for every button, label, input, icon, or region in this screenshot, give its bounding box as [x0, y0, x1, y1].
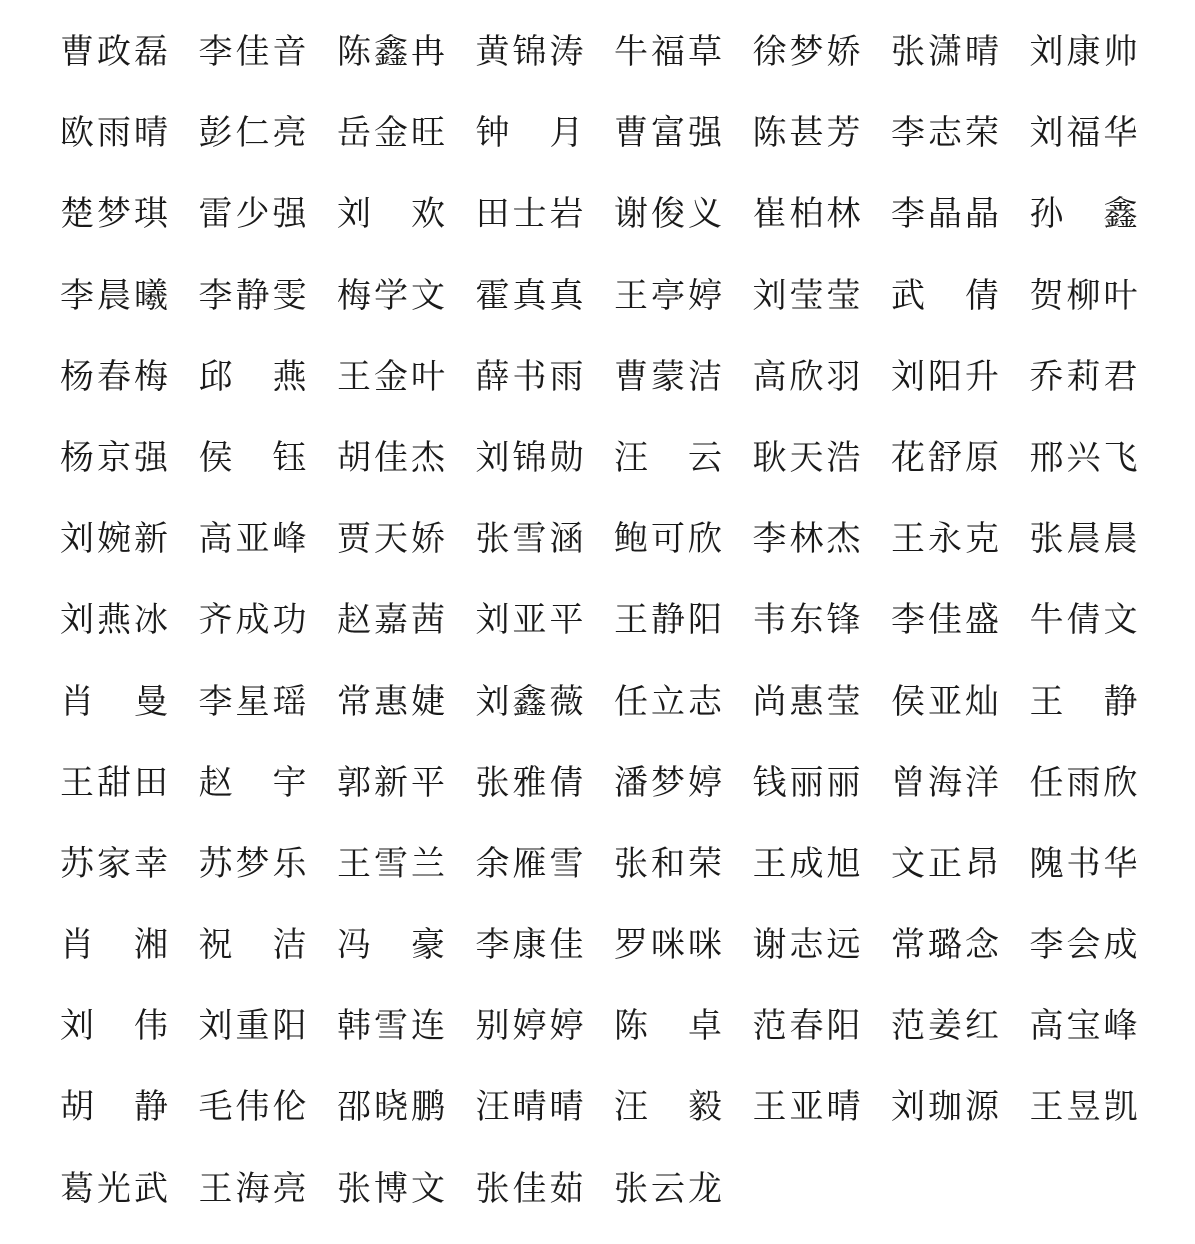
name-text: 乔 莉 君 — [1029, 356, 1138, 397]
name-entry — [199, 270, 307, 322]
name-entry — [476, 838, 584, 890]
name-entry — [337, 1081, 445, 1133]
name-text: 曹 富 强 — [614, 113, 722, 154]
name-entry — [614, 676, 722, 728]
name-text: 尚 惠 莹 — [752, 681, 861, 722]
name-text: 胡 佳 杰 — [337, 437, 445, 478]
name-text: 霍 真 真 — [475, 275, 584, 316]
name-entry — [891, 270, 999, 322]
name-entry — [891, 432, 999, 484]
name-text: 张 云 龙 — [614, 1168, 722, 1209]
name-text: 孙 鑫 — [1029, 194, 1138, 235]
name-entry — [614, 1000, 722, 1052]
name-text: 任 雨 欣 — [1029, 762, 1138, 803]
name-text: 韦 东 锋 — [752, 600, 861, 641]
name-text: 耿 天 浩 — [752, 437, 861, 478]
name-text: 文 正 昂 — [891, 843, 999, 884]
name-entry — [199, 351, 307, 403]
name-text: 李 星 瑶 — [198, 681, 307, 722]
name-entry — [614, 26, 722, 78]
name-text: 彭 仁 亮 — [198, 113, 307, 154]
name-entry — [199, 838, 307, 890]
name-text: 汪 毅 — [614, 1087, 722, 1128]
name-text: 李 晨 曦 — [60, 275, 168, 316]
name-entry — [60, 757, 168, 809]
name-text: 王 静 阳 — [614, 600, 722, 641]
name-text: 汪 云 — [614, 437, 722, 478]
name-text: 王 成 旭 — [752, 843, 861, 884]
name-text: 高 宝 峰 — [1029, 1006, 1138, 1047]
name-text: 刘 婉 新 — [60, 519, 168, 560]
name-entry — [476, 188, 584, 240]
name-text: 牛 福 草 — [614, 32, 722, 72]
name-entry — [753, 676, 861, 728]
name-entry — [1030, 432, 1138, 484]
name-entry — [476, 757, 584, 809]
name-text: 张 佳 茹 — [475, 1168, 584, 1209]
name-entry — [753, 838, 861, 890]
name-entry — [753, 26, 861, 78]
name-text: 葛 光 武 — [60, 1168, 168, 1209]
name-entry — [614, 1081, 722, 1133]
name-entry — [60, 188, 168, 240]
name-entry — [1030, 351, 1138, 403]
name-entry — [337, 188, 445, 240]
name-text: 罗 咪 咪 — [614, 925, 722, 966]
name-entry — [337, 270, 445, 322]
name-entry — [199, 107, 307, 159]
name-text: 刘 锦 勋 — [475, 437, 584, 478]
name-text: 苏 梦 乐 — [198, 843, 307, 884]
name-text: 范 春 阳 — [752, 1006, 861, 1047]
name-entry — [753, 594, 861, 646]
name-text: 侯 亚 灿 — [891, 681, 999, 722]
name-entry — [476, 594, 584, 646]
name-text: 武 倩 — [891, 275, 999, 316]
name-entry — [753, 1081, 861, 1133]
name-text: 岳 金 旺 — [337, 113, 445, 154]
name-entry — [1030, 1000, 1138, 1052]
name-entry — [60, 432, 168, 484]
name-entry — [614, 1163, 722, 1215]
name-text: 刘 重 阳 — [198, 1006, 307, 1047]
name-text: 刘 莹 莹 — [752, 275, 861, 316]
name-entry — [60, 676, 168, 728]
name-entry — [891, 26, 999, 78]
name-text: 欧 雨 晴 — [60, 113, 168, 154]
name-entry — [337, 676, 445, 728]
name-entry — [199, 432, 307, 484]
name-text: 曹 蒙 洁 — [614, 356, 722, 397]
name-entry — [1030, 107, 1138, 159]
name-entry — [1030, 919, 1138, 971]
name-entry — [60, 513, 168, 565]
name-entry — [614, 432, 722, 484]
name-entry — [337, 594, 445, 646]
name-entry — [753, 270, 861, 322]
name-entry — [614, 107, 722, 159]
name-list — [60, 26, 1140, 1244]
name-text: 肖 湘 — [60, 925, 168, 966]
name-entry — [1030, 676, 1138, 728]
name-text: 李 静 雯 — [198, 275, 307, 316]
name-entry — [337, 26, 445, 78]
name-entry — [199, 188, 307, 240]
name-entry — [614, 270, 722, 322]
name-entry — [337, 432, 445, 484]
name-text: 刘 康 帅 — [1029, 32, 1138, 72]
name-text: 齐 成 功 — [198, 600, 307, 641]
name-entry — [1030, 594, 1138, 646]
name-entry — [614, 513, 722, 565]
name-entry — [753, 432, 861, 484]
name-text: 刘 阳 升 — [891, 356, 999, 397]
name-text: 刘 福 华 — [1029, 113, 1138, 154]
name-text: 高 欣 羽 — [752, 356, 861, 397]
name-text: 刘 欢 — [337, 194, 445, 235]
name-entry — [337, 107, 445, 159]
name-entry — [614, 919, 722, 971]
name-text: 田 士 岩 — [475, 194, 584, 235]
name-text: 苏 家 幸 — [60, 843, 168, 884]
name-entry — [337, 919, 445, 971]
name-entry — [891, 919, 999, 971]
name-text: 杨 春 梅 — [60, 356, 168, 397]
name-text: 刘 燕 冰 — [60, 600, 168, 641]
name-text: 赵 嘉 茜 — [337, 600, 445, 641]
name-entry — [891, 513, 999, 565]
name-text: 张 和 荣 — [614, 843, 722, 884]
name-text: 赵 宇 — [198, 762, 307, 803]
name-text: 王 亭 婷 — [614, 275, 722, 316]
name-text: 隗 书 华 — [1029, 843, 1138, 884]
name-text: 薛 书 雨 — [475, 356, 584, 397]
name-text: 邢 兴 飞 — [1029, 437, 1138, 478]
name-entry — [476, 270, 584, 322]
name-entry — [891, 838, 999, 890]
name-entry — [1030, 1081, 1138, 1133]
name-text: 潘 梦 婷 — [614, 762, 722, 803]
name-entry — [1030, 270, 1138, 322]
name-entry — [337, 1163, 445, 1215]
name-text: 王 静 — [1029, 681, 1138, 722]
name-text: 李 林 杰 — [752, 519, 861, 560]
name-text: 郭 新 平 — [337, 762, 445, 803]
name-entry — [1030, 188, 1138, 240]
name-text: 谢 俊 义 — [614, 194, 722, 235]
name-text: 黄 锦 涛 — [475, 32, 584, 72]
name-text: 邵 晓 鹏 — [337, 1087, 445, 1128]
name-entry — [199, 26, 307, 78]
name-entry — [476, 1163, 584, 1215]
name-entry — [476, 919, 584, 971]
name-text: 刘 珈 源 — [891, 1087, 999, 1128]
name-text: 李 康 佳 — [475, 925, 584, 966]
name-text: 刘 伟 — [60, 1006, 168, 1047]
name-entry — [1030, 26, 1138, 78]
name-text: 常 惠 婕 — [337, 681, 445, 722]
name-entry — [199, 1081, 307, 1133]
name-entry — [199, 594, 307, 646]
name-text: 别 婷 婷 — [475, 1006, 584, 1047]
name-entry — [60, 107, 168, 159]
name-entry — [60, 1081, 168, 1133]
name-text: 梅 学 文 — [337, 275, 445, 316]
name-entry — [476, 432, 584, 484]
name-text: 刘 鑫 薇 — [475, 681, 584, 722]
name-entry — [753, 513, 861, 565]
name-text: 楚 梦 琪 — [60, 194, 168, 235]
name-text: 李 晶 晶 — [891, 194, 999, 235]
name-text: 李 会 成 — [1029, 925, 1138, 966]
name-entry — [614, 757, 722, 809]
name-text: 王 海 亮 — [198, 1168, 307, 1209]
name-entry — [476, 107, 584, 159]
name-text: 汪 晴 晴 — [475, 1087, 584, 1128]
name-entry — [891, 757, 999, 809]
name-text: 曹 政 磊 — [60, 32, 168, 72]
name-text: 陈 鑫 冉 — [337, 32, 445, 72]
name-text: 肖 曼 — [60, 681, 168, 722]
name-text: 祝 洁 — [198, 925, 307, 966]
name-entry — [753, 1000, 861, 1052]
name-text: 范 姜 红 — [891, 1006, 999, 1047]
name-text: 张 雪 涵 — [475, 519, 584, 560]
name-entry — [337, 838, 445, 890]
name-text: 牛 倩 文 — [1029, 600, 1138, 641]
name-entry — [1030, 513, 1138, 565]
name-entry — [337, 757, 445, 809]
name-text: 李 佳 盛 — [891, 600, 999, 641]
name-text: 张 博 文 — [337, 1168, 445, 1209]
name-text: 王 昱 凯 — [1029, 1087, 1138, 1128]
name-text: 李 佳 音 — [198, 32, 307, 72]
name-entry — [60, 594, 168, 646]
name-entry — [199, 513, 307, 565]
name-text: 钟 月 — [475, 113, 584, 154]
name-text: 张 潇 晴 — [891, 32, 999, 72]
name-entry — [891, 594, 999, 646]
name-text: 任 立 志 — [614, 681, 722, 722]
name-entry — [891, 1081, 999, 1133]
name-text: 徐 梦 娇 — [752, 32, 861, 72]
name-entry — [753, 107, 861, 159]
name-text: 张 雅 倩 — [475, 762, 584, 803]
name-entry — [891, 107, 999, 159]
name-entry — [199, 676, 307, 728]
name-entry — [337, 513, 445, 565]
name-entry — [60, 1000, 168, 1052]
name-text: 高 亚 峰 — [198, 519, 307, 560]
name-text: 常 璐 念 — [891, 925, 999, 966]
name-text: 花 舒 原 — [891, 437, 999, 478]
name-entry — [60, 919, 168, 971]
name-text: 侯 钰 — [198, 437, 307, 478]
name-text: 余 雁 雪 — [475, 843, 584, 884]
name-text: 鲍 可 欣 — [614, 519, 722, 560]
name-entry — [337, 1000, 445, 1052]
name-entry — [1030, 757, 1138, 809]
name-entry — [337, 351, 445, 403]
name-text: 王 永 克 — [891, 519, 999, 560]
name-entry — [476, 513, 584, 565]
name-entry — [891, 351, 999, 403]
name-text: 王 雪 兰 — [337, 843, 445, 884]
name-text: 毛 伟 伦 — [198, 1087, 307, 1128]
name-entry — [753, 919, 861, 971]
name-entry — [476, 676, 584, 728]
name-text: 钱 丽 丽 — [752, 762, 861, 803]
name-entry — [891, 1000, 999, 1052]
name-entry — [476, 1081, 584, 1133]
name-entry — [1030, 838, 1138, 890]
name-entry — [476, 26, 584, 78]
name-entry — [60, 1163, 168, 1215]
name-text: 邱 燕 — [198, 356, 307, 397]
name-text: 王 甜 田 — [60, 762, 168, 803]
name-entry — [60, 26, 168, 78]
name-entry — [614, 351, 722, 403]
name-text: 雷 少 强 — [198, 194, 307, 235]
name-entry — [60, 351, 168, 403]
name-entry — [753, 757, 861, 809]
name-entry — [60, 838, 168, 890]
name-text: 杨 京 强 — [60, 437, 168, 478]
name-entry — [891, 676, 999, 728]
name-text: 刘 亚 平 — [475, 600, 584, 641]
name-text: 李 志 荣 — [891, 113, 999, 154]
name-entry — [199, 919, 307, 971]
name-entry — [614, 838, 722, 890]
name-entry — [753, 351, 861, 403]
name-entry — [60, 270, 168, 322]
name-entry — [476, 1000, 584, 1052]
name-text: 韩 雪 连 — [337, 1006, 445, 1047]
name-entry — [199, 1000, 307, 1052]
name-entry — [199, 757, 307, 809]
name-entry — [199, 1163, 307, 1215]
name-text: 贾 天 娇 — [337, 519, 445, 560]
name-text: 王 亚 晴 — [752, 1087, 861, 1128]
name-entry — [753, 188, 861, 240]
name-entry — [614, 594, 722, 646]
name-text: 冯 豪 — [337, 925, 445, 966]
name-text: 贺 柳 叶 — [1029, 275, 1138, 316]
name-text: 崔 柏 林 — [752, 194, 861, 235]
name-text: 王 金 叶 — [337, 356, 445, 397]
name-entry — [891, 188, 999, 240]
name-text: 张 晨 晨 — [1029, 519, 1138, 560]
name-text: 陈 甚 芳 — [752, 113, 861, 154]
name-text: 谢 志 远 — [752, 925, 861, 966]
name-entry — [614, 188, 722, 240]
name-text: 曾 海 洋 — [891, 762, 999, 803]
name-entry — [476, 351, 584, 403]
name-text: 陈 卓 — [614, 1006, 722, 1047]
name-text: 胡 静 — [60, 1087, 168, 1128]
